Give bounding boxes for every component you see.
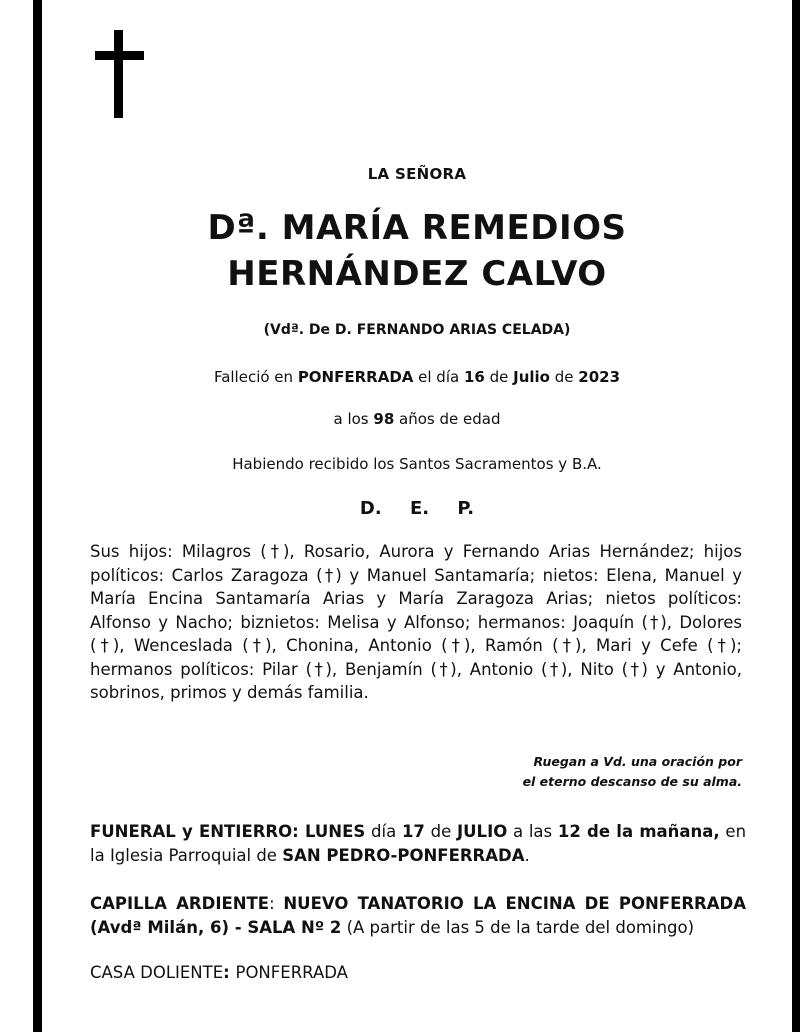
funeral-info — [90, 820, 746, 867]
death-text-4: de — [550, 368, 579, 386]
death-year: 2023 — [578, 368, 621, 386]
funeral-text-2: de — [424, 822, 458, 841]
right-border-bar — [792, 0, 800, 1032]
chapel-info — [90, 892, 746, 939]
chapel-note: (A partir de las 5 de la tarde del domingo) — [341, 917, 695, 937]
death-text-1: Falleció en — [213, 368, 298, 386]
deceased-name-line1: Dª. MARÍA REMEDIOS — [207, 208, 627, 248]
widow-of: (Vdª. De D. FERNANDO ARIAS CELADA) — [263, 322, 571, 338]
death-text-2: el día — [413, 368, 464, 386]
sacraments-text: Habiendo recibido los Santos Sacramentos y B.A. — [232, 455, 602, 473]
dep-heading: D. E. P. — [359, 498, 475, 519]
death-month: Julio — [513, 368, 550, 386]
family-list: Sus hijos: Milagros (†), Rosario, Aurora y Fernando Arias Hernández; hijos políticos: Carlos Zaragoza (†) y Manuel Santamaría; nietos: Elena, Manuel y María Encina Santamaría Arias y María Zaragoza Arias; nietos políticos: Alfonso y Nacho; biznietos: Melisa y Alfonso; hermanos: Joaquín (†), Dolores (†), Wenceslada (†), Chonina, Antonio (†), Ramón (†), Mari y Cefe (†); hermanos políticos: Pilar (†), Benjamín (†), Antonio (†), Nito (†) y Antonio, sobrinos, primos y demás familia. — [90, 542, 742, 702]
death-info — [42, 368, 792, 386]
home-info — [90, 961, 746, 985]
title-prefix: LA SEÑORA — [367, 165, 467, 183]
deceased-name — [42, 205, 792, 297]
age-text-1: a los — [333, 410, 374, 428]
funeral-text-1: día — [365, 822, 402, 841]
home-label: CASA DOLIENTE — [90, 963, 224, 982]
funeral-day: 17 — [401, 822, 425, 841]
chapel-label: CAPILLA ARDIENTE — [90, 894, 270, 913]
cross-icon — [95, 30, 144, 118]
funeral-text-5: . — [524, 845, 530, 865]
prayer-line2: el eterno descanso de su alma. — [522, 774, 742, 789]
funeral-time: 12 de la mañana, — [557, 822, 720, 841]
funeral-label: FUNERAL y ENTIERRO: LUNES — [90, 822, 366, 841]
death-day: 16 — [463, 368, 485, 386]
home-separator: : — [223, 963, 236, 982]
death-place: PONFERRADA — [297, 368, 414, 386]
chapel-separator: : — [269, 894, 284, 913]
age-text-2: años de edad — [394, 410, 501, 428]
funeral-text-4: en la Iglesia Parroquial de — [90, 822, 747, 865]
prayer-request — [440, 752, 742, 792]
funeral-church: SAN PEDRO-PONFERRADA — [282, 845, 525, 865]
home-place: PONFERRADA — [235, 963, 348, 982]
funeral-month: JULIO — [457, 822, 508, 841]
age-info — [42, 410, 792, 428]
cross-vertical-beam — [114, 30, 123, 118]
prayer-line1: Ruegan a Vd. una oración por — [533, 754, 742, 769]
death-text-3: de — [484, 368, 514, 386]
funeral-text-3: a las — [507, 822, 558, 841]
left-border-bar — [33, 0, 42, 1032]
age-years: 98 — [373, 410, 395, 428]
cross-horizontal-beam — [95, 51, 144, 60]
deceased-name-line2: HERNÁNDEZ CALVO — [227, 254, 607, 294]
chapel-place: NUEVO TANATORIO LA ENCINA DE PONFERRADA (Avdª Milán, 6) - SALA Nº 2 — [90, 894, 746, 937]
